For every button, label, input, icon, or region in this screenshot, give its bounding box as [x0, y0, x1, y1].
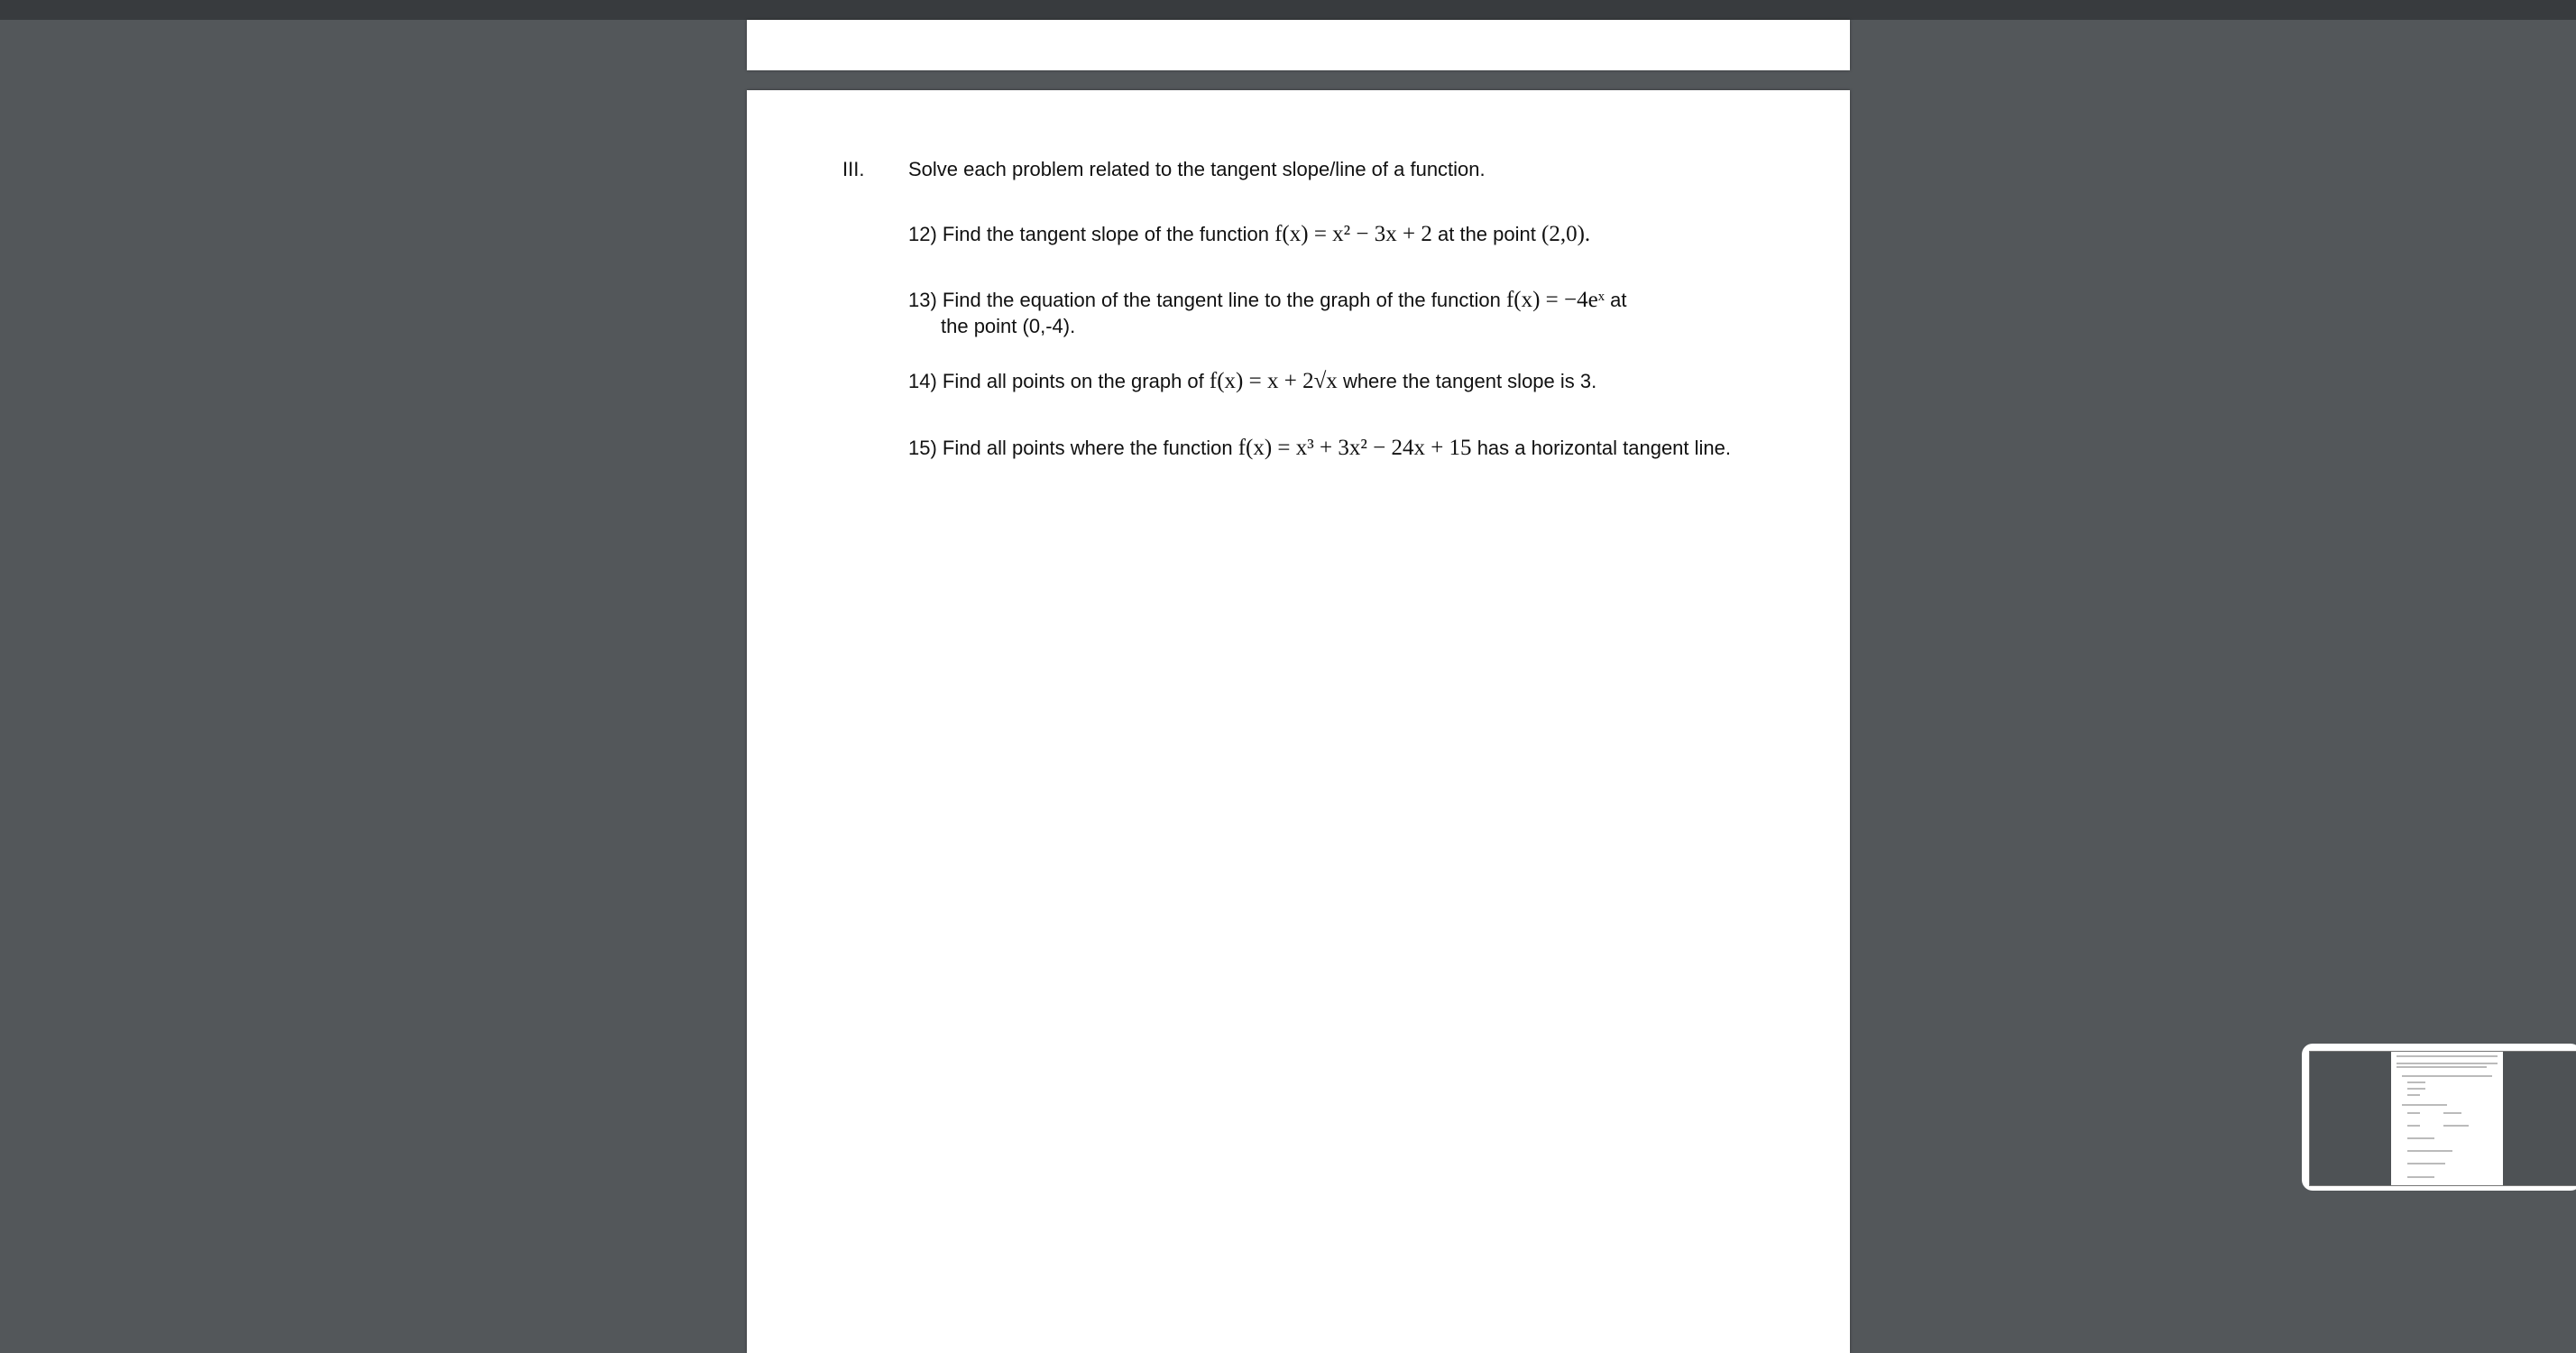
thumbnail-page[interactable]	[2391, 1052, 2503, 1185]
problem-text: at	[1610, 289, 1627, 311]
thumbnail-viewport[interactable]	[2309, 1051, 2576, 1186]
problem-text: has a horizontal tangent line.	[1477, 437, 1731, 459]
problem-number: 14)	[908, 370, 937, 392]
equation: f(x) = −4eˣ	[1505, 288, 1605, 312]
page-thumbnail-navigator[interactable]	[2302, 1044, 2576, 1191]
problem-13-line2: the point (0,-4).	[941, 315, 1076, 337]
problem-text: Find all points on the graph of	[942, 370, 1204, 392]
point: (2,0).	[1541, 222, 1591, 246]
problem-text: where the tangent slope is 3.	[1342, 370, 1597, 392]
problem-13	[908, 288, 1626, 313]
equation: f(x) = x² − 3x + 2	[1274, 222, 1432, 246]
equation: f(x) = x + 2√x	[1209, 369, 1338, 393]
problem-text: Find the equation of the tangent line to the graph of the function	[942, 289, 1501, 311]
problem-text: Find all points where the function	[942, 437, 1233, 459]
document-page	[747, 90, 1850, 1353]
problem-14	[908, 369, 1596, 394]
previous-page	[747, 20, 1850, 70]
problem-12	[908, 222, 1590, 247]
problem-number: 15)	[908, 437, 937, 459]
problem-text: Find the tangent slope of the function	[942, 223, 1269, 245]
section-heading: Solve each problem related to the tangent slope/line of a function.	[908, 158, 1486, 180]
viewer-toolbar	[0, 0, 2576, 20]
equation: f(x) = x³ + 3x² − 24x + 15	[1237, 436, 1472, 460]
problem-text: at the point	[1438, 223, 1536, 245]
section-numeral: III.	[842, 158, 865, 180]
problem-15	[908, 436, 1731, 461]
problem-number: 13)	[908, 289, 937, 311]
problem-number: 12)	[908, 223, 937, 245]
